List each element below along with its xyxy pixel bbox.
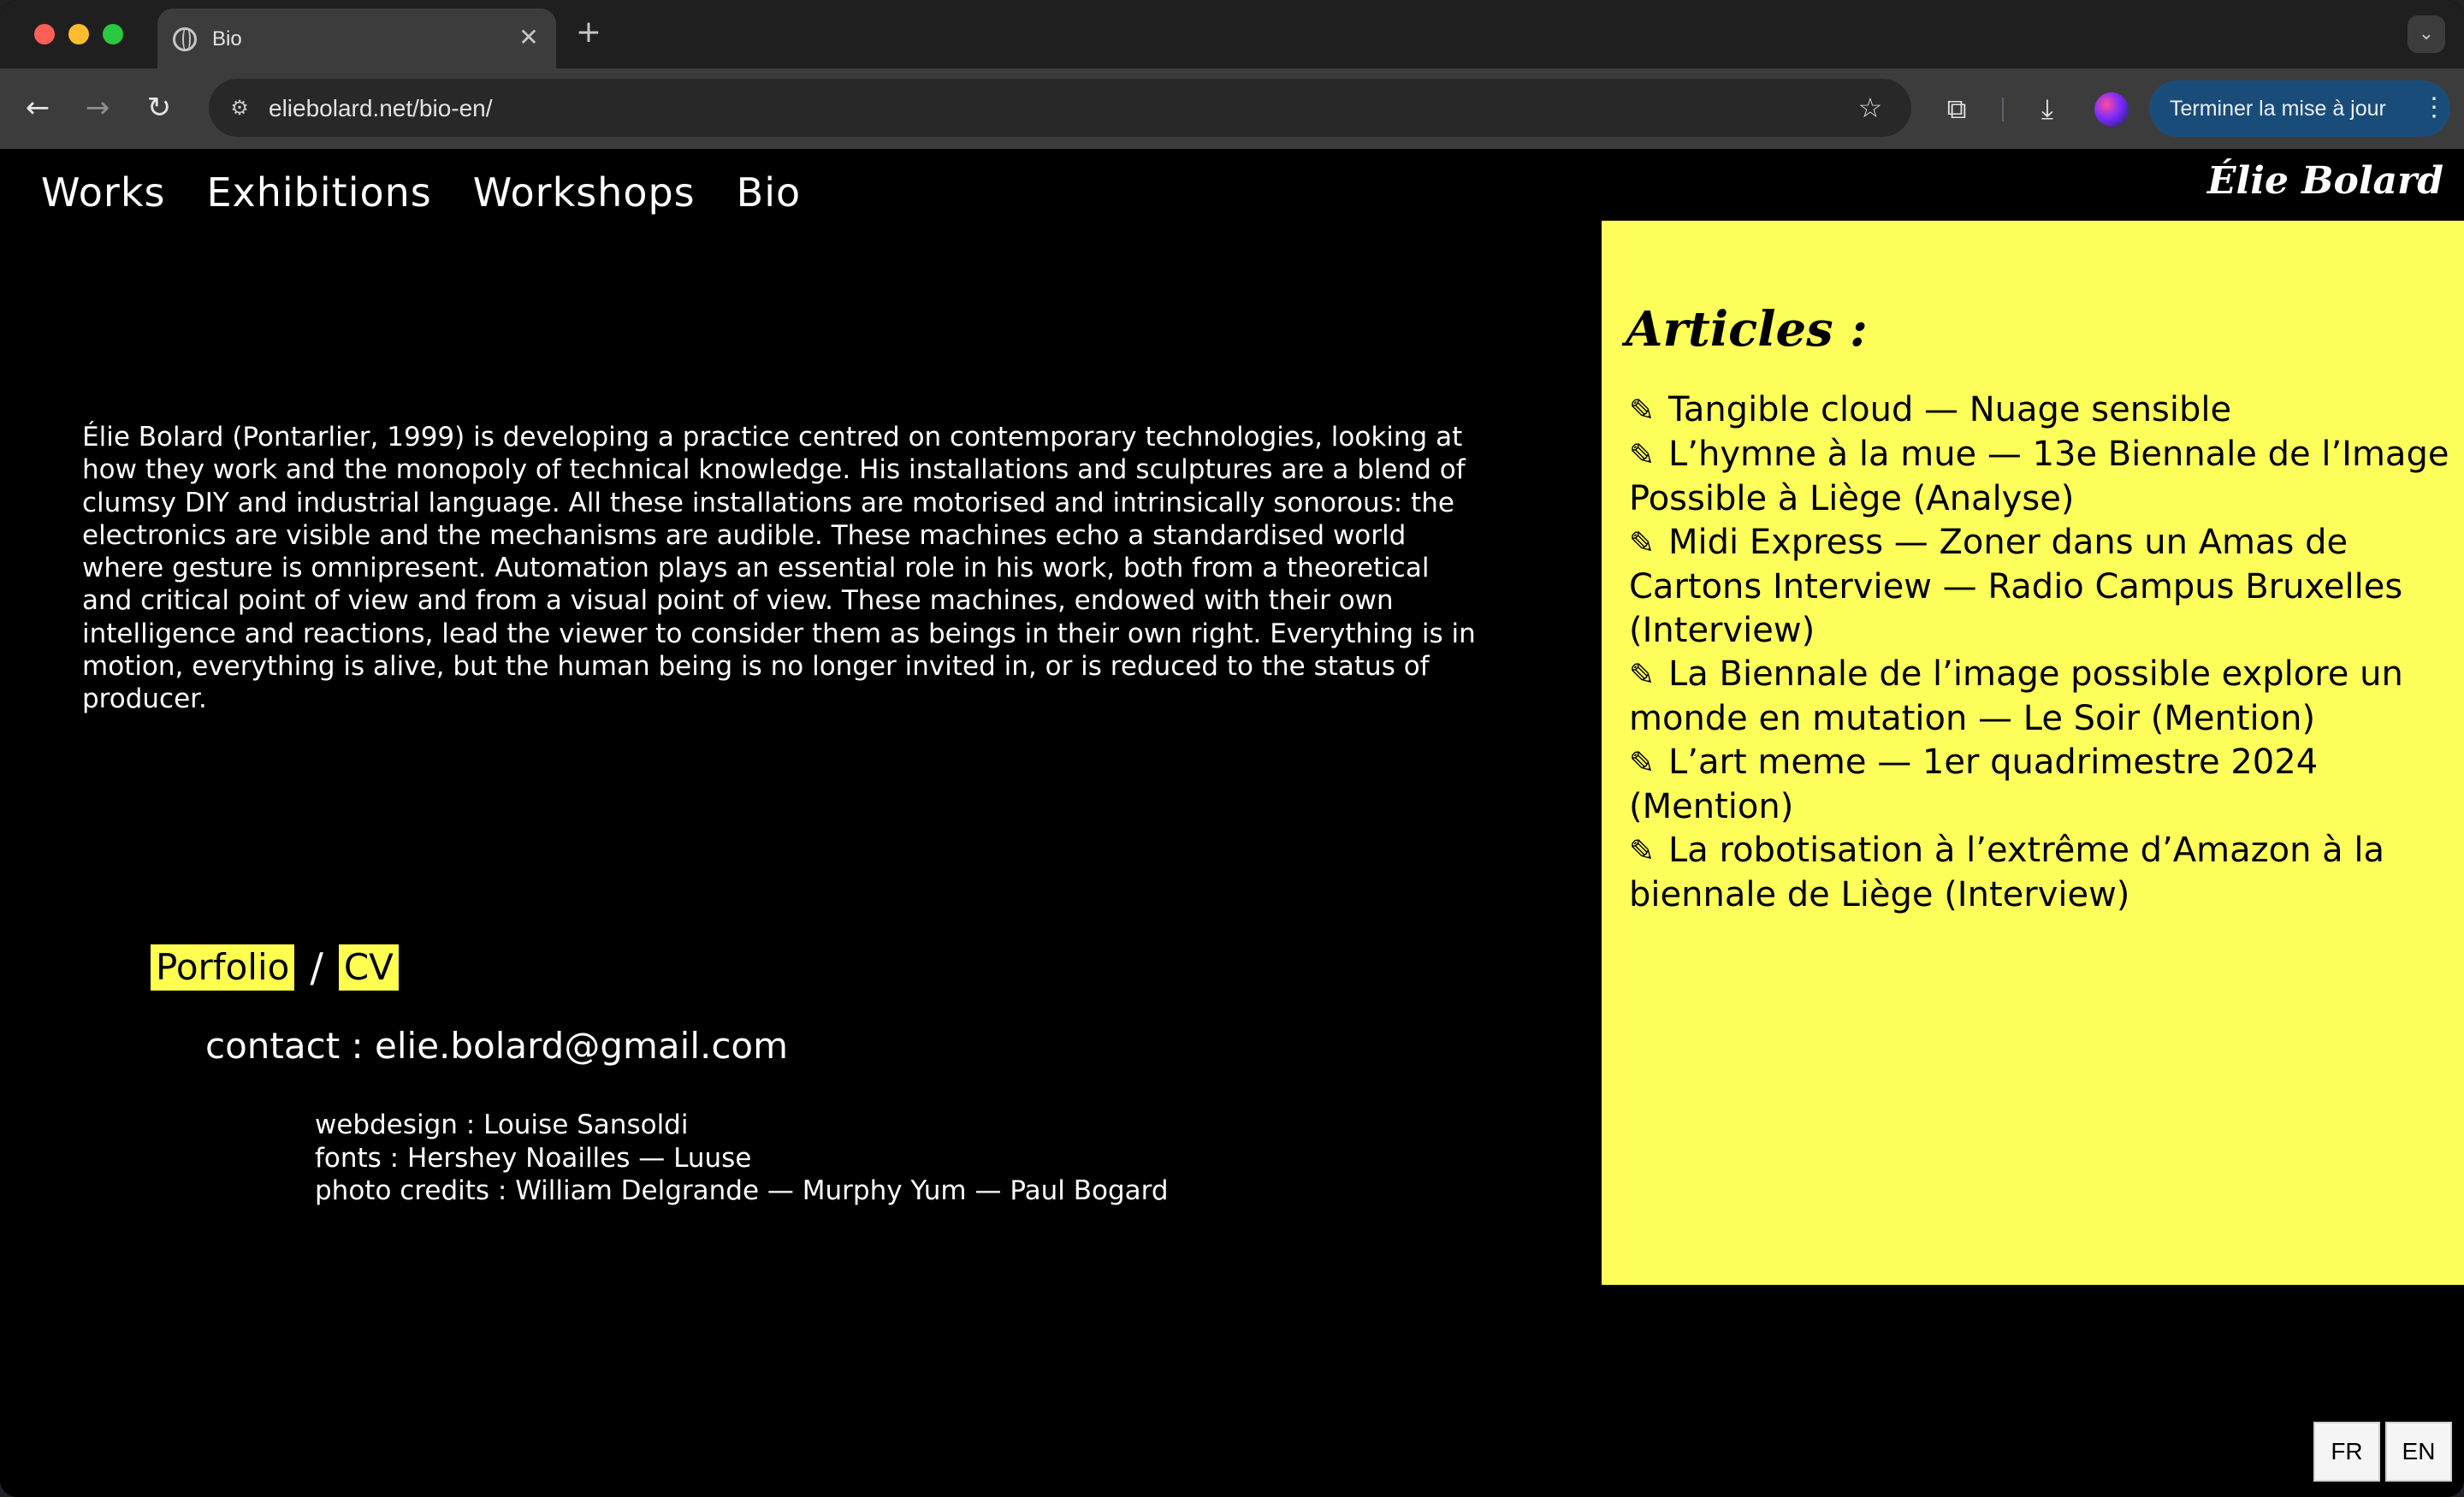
kebab-icon[interactable]: ⋮ xyxy=(2421,93,2447,121)
contact-email[interactable]: contact : elie.bolard@gmail.com xyxy=(205,1025,789,1067)
article-link[interactable]: L’art meme — 1er quadrimestre 2024 (Mention) xyxy=(1629,743,2319,826)
article-link[interactable]: La robotisation à l’extrême d’Amazon à la biennale de Liège (Interview) xyxy=(1629,831,2385,914)
close-window-button[interactable] xyxy=(34,24,55,44)
arrow-right-icon[interactable]: → xyxy=(85,91,110,125)
pencil-icon: ✎ xyxy=(1629,834,1656,869)
articles-list xyxy=(1629,388,2450,917)
puzzle-icon[interactable]: ⧉ xyxy=(1946,92,1967,125)
lang-en-button[interactable]: EN xyxy=(2385,1422,2452,1482)
tab-strip xyxy=(0,0,2464,68)
list-item[interactable] xyxy=(1629,653,2450,741)
credit-webdesign: webdesign : Louise Sansoldi xyxy=(315,1109,689,1140)
nav-item-exhibitions[interactable]: Exhibitions xyxy=(206,169,432,216)
list-item[interactable] xyxy=(1629,521,2450,653)
site-nav xyxy=(41,169,801,216)
list-item[interactable] xyxy=(1629,741,2450,829)
reload-icon[interactable]: ↻ xyxy=(146,91,172,125)
list-item[interactable] xyxy=(1629,829,2450,917)
chevron-down-icon[interactable]: ⌄ xyxy=(2408,15,2445,53)
url-text[interactable]: eliebolard.net/bio-en/ xyxy=(269,95,493,121)
articles-panel xyxy=(1602,221,2464,1285)
document-links xyxy=(151,944,399,991)
web-page xyxy=(0,149,2464,1497)
maximize-window-button[interactable] xyxy=(103,24,123,44)
globe-icon xyxy=(173,27,197,51)
address-bar[interactable] xyxy=(209,79,1911,137)
link-separator: / xyxy=(310,944,323,991)
nav-item-works[interactable]: Works xyxy=(41,169,166,216)
credit-photo: photo credits : William Delgrande — Murphy Yum — Paul Bogard xyxy=(315,1175,1169,1206)
download-icon[interactable]: ⤓ xyxy=(2040,92,2054,125)
minimize-window-button[interactable] xyxy=(68,24,89,44)
nav-item-bio[interactable]: Bio xyxy=(736,169,802,216)
nav-item-workshops[interactable]: Workshops xyxy=(472,169,696,216)
site-title[interactable]: Élie Bolard xyxy=(2207,159,2443,203)
bio-text: Élie Bolard (Pontarlier, 1999) is developing a practice centred on contemporary technologies, looking at how they work and the monopoly of technical knowledge. His installations and sculptures are a blend of clumsy DIY and industrial language. All these installations are motorised and intrinsically sonorous: the electronics are visible and the mechanisms are audible. These machines echo a standardised world where gesture is omnipresent. Automation plays an essential role in his work, both from a theoretical and critical point of view and from a visual point of view. These machines, endowed with their own intelligence and reactions, lead the viewer to consider them as beings in their own right. Everything is in motion, everything is alive, but the human being is no longer invited in, or is reduced to the status of producer. xyxy=(82,422,1476,715)
tab-title: Bio xyxy=(212,27,242,50)
tune-icon[interactable]: ⚙ xyxy=(230,96,249,120)
pencil-icon: ✎ xyxy=(1629,658,1656,693)
pencil-icon: ✎ xyxy=(1629,393,1656,429)
plus-icon[interactable]: + xyxy=(575,15,602,50)
article-link[interactable]: L’hymne à la mue — 13e Biennale de l’Image Possible à Liège (Analyse) xyxy=(1629,435,2449,518)
browser-tab[interactable] xyxy=(157,9,556,68)
article-link[interactable]: Tangible cloud — Nuage sensible xyxy=(1668,390,2232,429)
lang-fr-button[interactable]: FR xyxy=(2313,1422,2380,1482)
pencil-icon: ✎ xyxy=(1629,746,1656,781)
portfolio-link[interactable]: Porfolio xyxy=(151,944,294,991)
credit-fonts: fonts : Hershey Noailles — Luuse xyxy=(315,1142,752,1174)
browser-toolbar xyxy=(0,68,2464,149)
pencil-icon: ✎ xyxy=(1629,526,1656,561)
close-icon[interactable]: ✕ xyxy=(518,23,539,51)
article-link[interactable]: La Biennale de l’image possible explore un monde en mutation — Le Soir (Mention) xyxy=(1629,654,2403,738)
article-link[interactable]: Midi Express — Zoner dans un Amas de Cartons Interview — Radio Campus Bruxelles (Interview) xyxy=(1629,523,2403,650)
toolbar-divider xyxy=(2002,98,2004,121)
credits xyxy=(315,1109,1169,1208)
update-button-label: Terminer la mise à jour xyxy=(2170,97,2386,121)
cv-link[interactable]: CV xyxy=(339,944,399,991)
list-item[interactable] xyxy=(1629,388,2450,433)
star-icon[interactable]: ☆ xyxy=(1857,92,1883,124)
profile-avatar[interactable] xyxy=(2094,92,2129,127)
list-item[interactable] xyxy=(1629,433,2450,521)
pencil-icon: ✎ xyxy=(1629,438,1656,473)
arrow-left-icon[interactable]: ← xyxy=(25,91,50,125)
articles-title: Articles : xyxy=(1626,301,1868,358)
update-button[interactable] xyxy=(2149,80,2450,137)
